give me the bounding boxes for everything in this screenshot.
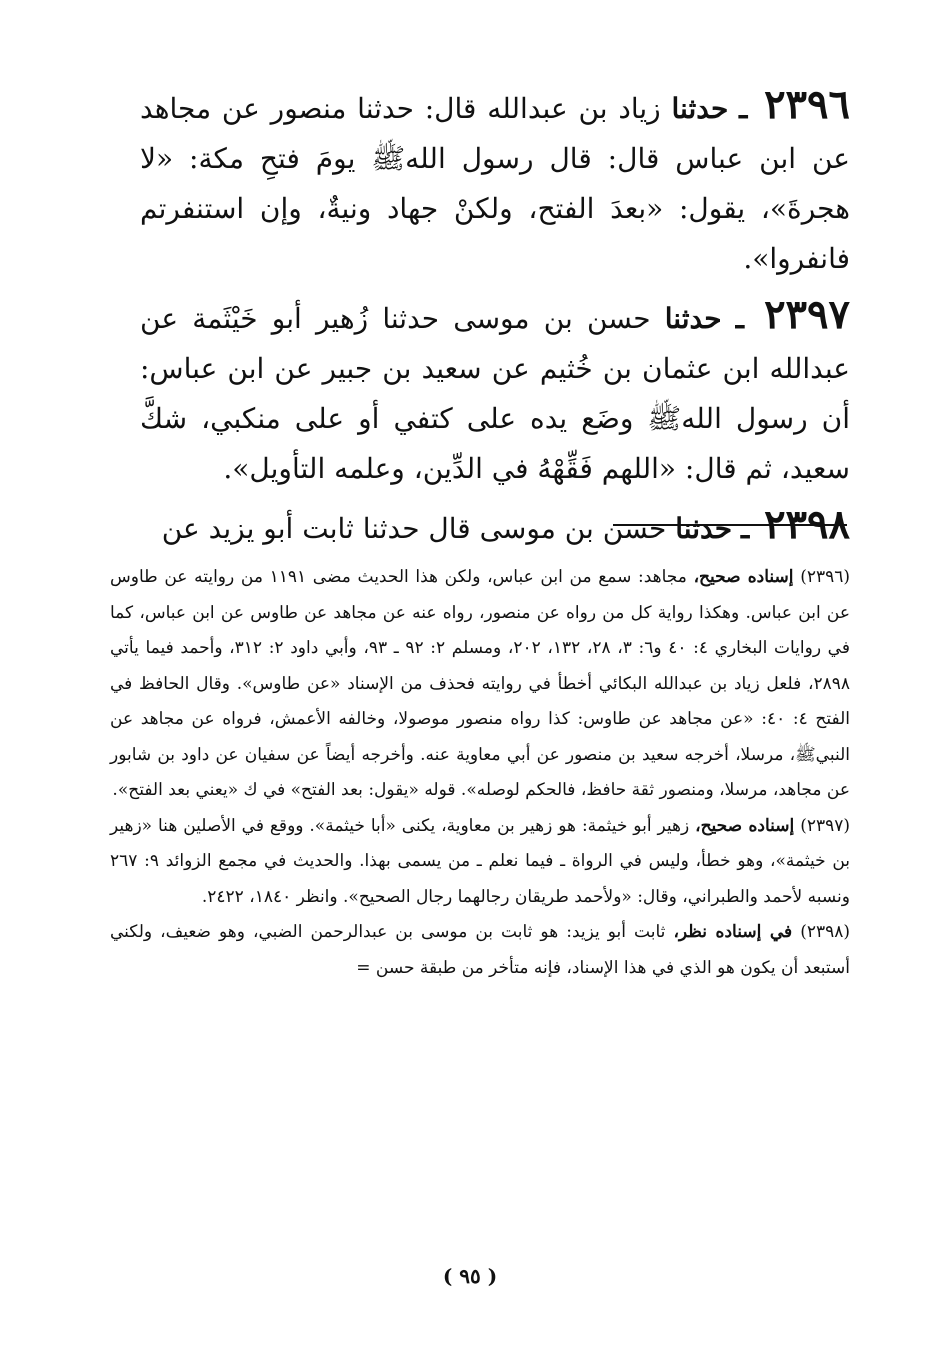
footnote-label: إسناده صحيح، [695, 815, 795, 836]
hadith-2396 [140, 80, 850, 284]
footnote-2396 [110, 560, 850, 809]
hadith-number: ٢٣٩٨ [764, 501, 850, 548]
footnote-ref: (٢٣٩٨) [800, 922, 851, 942]
hadith-2398 [140, 500, 850, 554]
hadith-number: ٢٣٩٧ [764, 291, 850, 338]
footnote-text: مجاهد: سمع من ابن عباس، ولكن هذا الحديث مضى ١١٩١ من روايته عن طاوس عن ابن عباس. وهكذا رواية كل من رواه عن منصور، رواه عنه عن مجاهد عن طاوس عن ابن عباس، كما في روايات البخاري ٤: ٤٠ و٦: ٣، ٢٨، ١٣٢، ٢٠٢، ومسلم ٢: ٩٢ ـ ٩٣، وأبي داود ٢: ٣١٢، وأحمد فيما يأتي ٢٨٩٨، فلعل زياد بن عبدالله البكائي أخطأ في روايته فحذف من الإسناد «عن طاوس». وقال الحافظ في الفتح ٤: ٤٠: «عن مجاهد عن طاوس: كذا رواه منصور موصولا، وخالفه الأعمش، فرواه عن مجاهد عن النبيﷺ، مرسلا، أخرجه سعيد بن منصور عن أبي معاوية عنه. وأخرجه أيضاً عن سفيان عن داود بن شابور عن مجاهد، مرسلا، ومنصور ثقة حافظ، فالحكم لوصله». قوله «يقول: بعد الفتح» في ك «يعني بعد الفتح». [110, 567, 850, 800]
hadith-label: حدثنا [664, 302, 722, 335]
footnote-2397 [110, 809, 850, 916]
hadith-dash: ـ [739, 92, 748, 125]
footnote-label: إسناده صحيح، [693, 567, 794, 587]
footnote-ref: (٢٣٩٦) [800, 567, 850, 587]
hadith-label: حدثنا [675, 512, 733, 545]
hadith-number: ٢٣٩٦ [764, 81, 850, 128]
hadith-2397 [140, 290, 850, 494]
hadith-label: حدثنا [671, 92, 729, 125]
hadith-dash: ـ [740, 512, 750, 545]
footnote-2398 [110, 915, 850, 986]
footnote-text: ثابت أبو يزيد: هو ثابت بن موسى بن عبدالرحمن الضبي، وهو ضعيف، ولكني أستبعد أن يكون هو الذي في هذا الإسناد، فإنه متأخر من طبقة حسن = [110, 922, 850, 978]
main-text [140, 80, 850, 560]
footnote-ref: (٢٣٩٧) [800, 815, 851, 836]
footnote-text: زهير أبو خيثمة: هو زهير بن معاوية، يكنى «أبا خيثمة». ووقع في الأصلين هنا «زهير بن خيثمة»، وهو خطأ، وليس في الرواة ـ فيما نعلم ـ من يسمى بهذا. والحديث في مجمع الزوائد ٩: ٢٦٧ ونسبه لأحمد والطبراني، وقال: «ولأحمد طريقان رجالهما رجال الصحيح». وانظر ١٨٤٠، ٢٤٢٢. [110, 815, 850, 907]
hadith-text: حسن بن موسى حدثنا زُهير أبو خَيْثَمة عن عبدالله ابن عثمان بن خُثيم عن سعيد بن جبير عن ابن عباس: أن رسول اللهﷺ وضَع يده على كتفي أو على منكبي، شكَّ سعيد، ثم قال: «اللهم فَقِّهْهُ في الدِّين، وعلمه التأويل». [140, 302, 850, 485]
hadith-text: حسن بن موسى قال حدثنا ثابت أبو يزيد عن [161, 512, 667, 545]
page-number: ( ٩٥ ) [442, 1264, 498, 1288]
hadith-dash: ـ [735, 302, 744, 335]
hadith-text: زياد بن عبدالله قال: حدثنا منصور عن مجاهد عن ابن عباس قال: قال رسول اللهﷺ يومَ فتحِ مكة: «لا هجرةَ»، يقول: «بعدَ الفتح، ولكنْ جهاد ونيةٌ، وإن استنفرتم فانفروا». [140, 92, 850, 275]
footnote-label: في إسناده نظر، [673, 922, 793, 942]
footnotes [110, 560, 850, 986]
footnote-separator [613, 524, 847, 526]
